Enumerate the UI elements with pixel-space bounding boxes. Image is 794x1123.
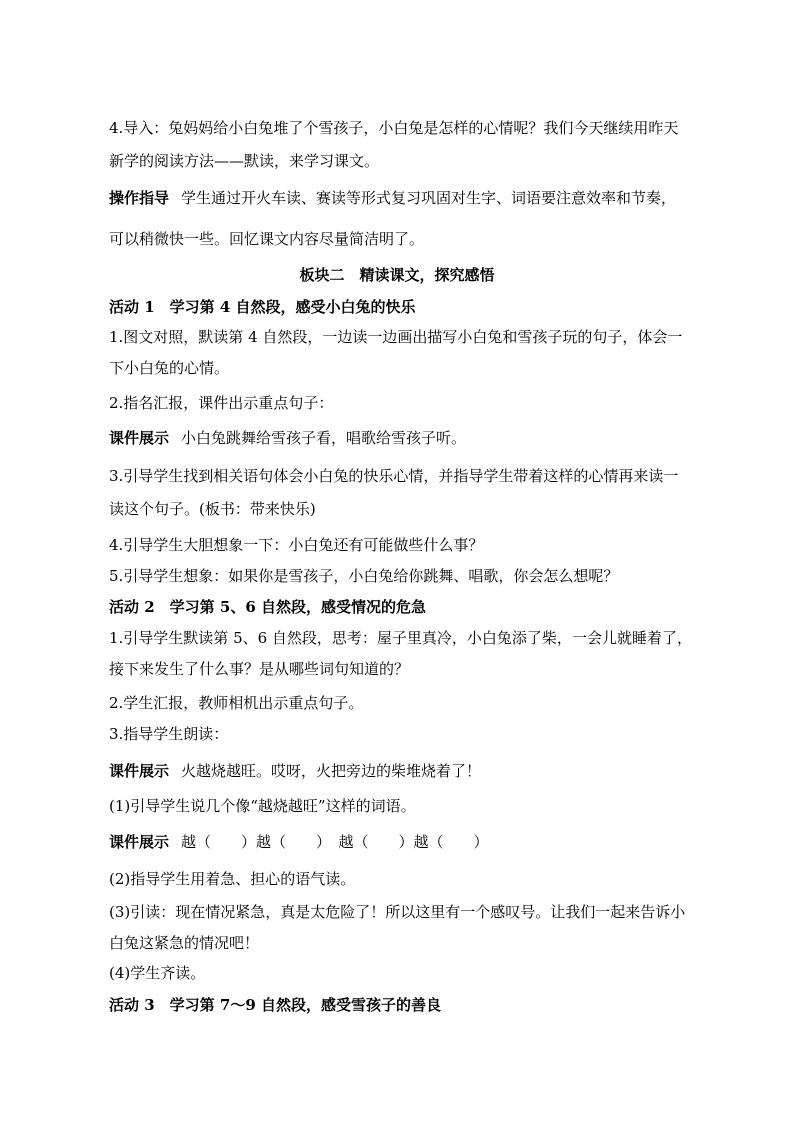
activity-heading: 活动 3 学习第 7～9 自然段，感受雪孩子的善良 bbox=[109, 996, 441, 1014]
paragraph-line: 读这个句子。(板书：带来快乐) bbox=[109, 500, 316, 518]
operation-guide-line bbox=[109, 188, 676, 208]
paragraph-line: (3)引读：现在情况紧急，真是太危险了！所以这里有一个感叹号。让我们一起来告诉小 bbox=[109, 903, 686, 921]
paragraph-line: 接下来发生了什么事？是从哪些词句知道的？ bbox=[109, 660, 410, 678]
paragraph-line: 新学的阅读方法——默读，来学习课文。 bbox=[109, 152, 380, 170]
paragraph-line: 5.引导学生想象：如果你是雪孩子，小白兔给你跳舞、唱歌，你会怎么想呢？ bbox=[109, 567, 619, 585]
paragraph-line: 下小白兔的心情。 bbox=[109, 359, 230, 377]
activity-heading: 活动 2 学习第 5、6 自然段，感受情况的危急 bbox=[109, 598, 426, 616]
paragraph-line: 3.指导学生朗读： bbox=[109, 725, 229, 743]
section-heading: 板块二 精读课文，探究感悟 bbox=[299, 266, 495, 284]
paragraph-line: 可以稍微快一些。回忆课文内容尽量简洁明了。 bbox=[109, 230, 425, 248]
activity-heading: 活动 1 学习第 4 自然段，感受小白兔的快乐 bbox=[109, 298, 416, 316]
paragraph-line: 3.引导学生找到相关语句体会小白兔的快乐心情，并指导学生带着这样的心情再来读一 bbox=[109, 467, 679, 485]
paragraph-line: 2.指名汇报，课件出示重点句子： bbox=[109, 394, 334, 412]
courseware-line bbox=[109, 428, 466, 448]
courseware-text: 越（ ）越（ ） 越（ ）越（ ） bbox=[181, 833, 489, 851]
operation-guide-label: 操作指导 bbox=[109, 189, 170, 207]
operation-guide-text: 学生通过开火车读、赛读等形式复习巩固对生字、词语要注意效率和节奏， bbox=[181, 189, 677, 207]
paragraph-line: 1.图文对照，默读第 4 自然段，一边读一边画出描写小白兔和雪孩子玩的句子，体会一 bbox=[109, 328, 683, 346]
courseware-text: 小白兔跳舞给雪孩子看，唱歌给雪孩子听。 bbox=[181, 429, 467, 447]
paragraph-line: 4.引导学生大胆想象一下：小白兔还有可能做些什么事？ bbox=[109, 536, 484, 554]
paragraph-line: (2)指导学生用着急、担心的语气读。 bbox=[109, 870, 356, 888]
courseware-text: 火越烧越旺。哎呀，火把旁边的柴堆烧着了！ bbox=[181, 762, 482, 780]
courseware-label: 课件展示 bbox=[109, 833, 170, 851]
courseware-line bbox=[109, 832, 489, 852]
paragraph-line: 2.学生汇报，教师相机出示重点句子。 bbox=[109, 694, 364, 712]
paragraph-line: 白兔这紧急的情况吧！ bbox=[109, 934, 260, 952]
courseware-line bbox=[109, 761, 481, 781]
paragraph-line: (1)引导学生说几个像“越烧越旺”这样的词语。 bbox=[109, 797, 416, 815]
courseware-label: 课件展示 bbox=[109, 429, 170, 447]
paragraph-line: 4.导入：兔妈妈给小白兔堆了个雪孩子，小白兔是怎样的心情呢？我们今天继续用昨天 bbox=[109, 119, 679, 137]
paragraph-line: 1.引导学生默读第 5、6 自然段，思考：屋子里真冷，小白兔添了柴，一会儿就睡着了， bbox=[109, 629, 692, 647]
courseware-label: 课件展示 bbox=[109, 762, 170, 780]
paragraph-line: (4)学生齐读。 bbox=[109, 964, 206, 982]
